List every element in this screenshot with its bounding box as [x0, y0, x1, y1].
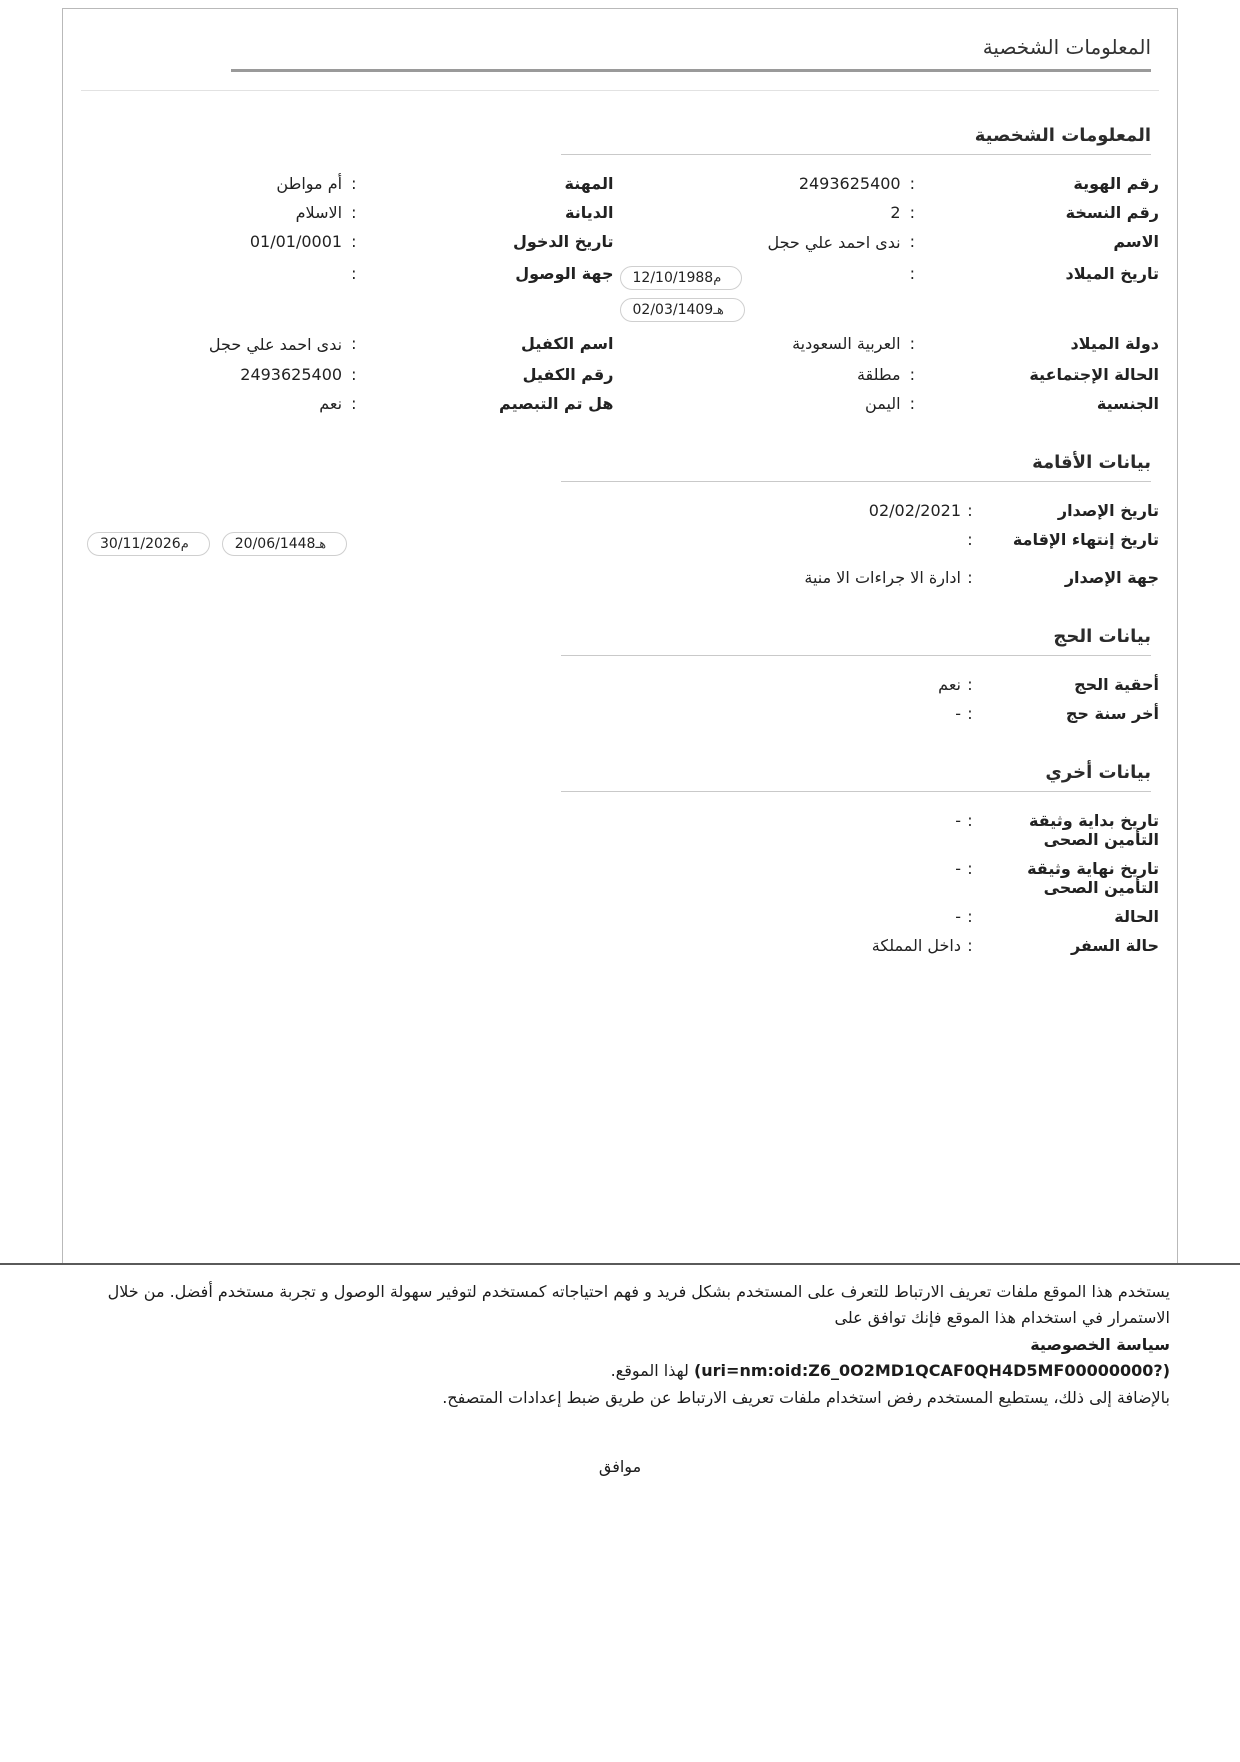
colon: : — [351, 263, 357, 283]
colon: : — [967, 530, 973, 550]
residency-expiry-hijri-pill — [222, 532, 347, 556]
field-label-occupation: المهنة — [564, 174, 614, 193]
field-value-last-hajj-year: - — [955, 704, 961, 724]
cookie-accept-button[interactable] — [0, 1457, 1240, 1476]
cookie-notice-browser-text: بالإضافة إلى ذلك، يستطيع المستخدم رفض استخدام ملفات تعريف الارتباط عن طريق ضبط إعدادات المتصفح. — [442, 1387, 1170, 1407]
personal-info-table — [81, 169, 1159, 418]
field-value-copy-number: 2 — [890, 203, 901, 222]
colon: : — [909, 394, 916, 414]
colon: : — [909, 203, 916, 222]
birth-date-hijri-pill — [620, 298, 745, 322]
birth-date-hijri-value: 02/03/1409 — [632, 301, 714, 318]
section-heading-personal: المعلومات الشخصية — [974, 125, 1151, 146]
field-value-religion: الاسلام — [295, 203, 343, 222]
table-row — [81, 525, 1159, 563]
colon: : — [967, 936, 973, 956]
section-other — [81, 762, 1159, 960]
table-row — [81, 854, 1159, 902]
field-value-fingerprinted: نعم — [319, 394, 343, 414]
title-divider — [231, 69, 1151, 72]
residency-expiry-hijri-value: 20/06/1448 — [234, 536, 316, 553]
section-residency — [81, 452, 1159, 592]
field-label-hajj-eligibility: أحقية الحج — [1074, 675, 1159, 695]
table-row — [81, 496, 1159, 525]
table-row — [81, 699, 1159, 728]
field-value-travel-status: داخل المملكة — [871, 936, 961, 956]
field-value-sponsor-name — [81, 329, 342, 361]
field-value-insurance-end: - — [955, 859, 961, 879]
section-divider-residency — [561, 481, 1151, 482]
field-label-copy-number: رقم النسخة — [1065, 203, 1159, 222]
field-label-religion: الديانة — [565, 203, 614, 222]
field-label-birth-date: تاريخ الميلاد — [1065, 263, 1159, 283]
colon: : — [909, 174, 916, 193]
document-page — [0, 8, 1240, 1762]
field-label-issue-date: تاريخ الإصدار — [1057, 501, 1159, 521]
colon: : — [967, 811, 973, 831]
colon: : — [967, 907, 973, 927]
table-row — [81, 563, 1159, 592]
residency-expiry-gregorian-value: 30/11/2026 — [100, 536, 181, 553]
colon: : — [967, 675, 973, 695]
section-divider-personal — [561, 154, 1151, 155]
field-label-marital-status: الحالة الإجتماعية — [1029, 365, 1159, 385]
section-heading-residency: بيانات الأقامة — [1032, 452, 1151, 474]
header-divider — [81, 90, 1159, 91]
field-label-travel-status: حالة السفر — [1070, 936, 1159, 956]
hajj-table — [81, 670, 1159, 728]
birth-date-gregorian-pill — [620, 266, 743, 290]
field-value-sponsor-number: 2493625400 — [240, 365, 343, 385]
colon: : — [351, 174, 357, 193]
field-label-status: الحالة — [1114, 907, 1159, 927]
colon: : — [967, 859, 973, 879]
table-row — [81, 902, 1159, 931]
field-value-residency-expiry — [81, 525, 961, 563]
birth-date-gregorian-value: 12/10/1988 — [632, 269, 714, 286]
field-value-issuing-authority: ادارة الا جراءات الا منية — [804, 568, 961, 588]
table-row — [81, 806, 1159, 854]
field-label-birth-country: دولة الميلاد — [1070, 333, 1159, 353]
era-label-gregorian: م — [180, 537, 189, 553]
cookie-notice-text: يستخدم هذا الموقع ملفات تعريف الارتباط للتعرف على المستخدم بشكل فريد و فهم احتياجاته كمستخدم لتوفير سهولة الوصول و تجربة مستخدم أفضل. من خلال الاستمرار في استخدام هذا الموقع فإنك توافق على — [107, 1282, 1170, 1328]
field-value-name — [614, 227, 901, 259]
colon: : — [967, 501, 973, 521]
colon: : — [351, 365, 357, 385]
field-label-entry-date: تاريخ الدخول — [512, 232, 614, 251]
section-heading-hajj: بيانات الحج — [1053, 626, 1151, 648]
field-label-issuing-authority: جهة الإصدار — [1064, 568, 1159, 588]
section-divider-hajj — [561, 655, 1151, 656]
field-value-marital-status: مطلقة — [856, 365, 901, 385]
era-label-hijri: هـ — [713, 302, 724, 318]
field-label-id-number: رقم الهوية — [1073, 174, 1159, 193]
table-row — [81, 931, 1159, 960]
name-text: ندى احمد علي حجل — [767, 233, 901, 252]
colon: : — [909, 232, 916, 251]
era-label-gregorian: م — [713, 270, 722, 286]
table-row — [81, 198, 1159, 227]
field-value-insurance-start: - — [955, 811, 961, 831]
table-row — [81, 259, 1159, 329]
cookie-notice — [0, 1265, 1240, 1411]
table-row — [81, 389, 1159, 418]
field-label-nationality: الجنسية — [1096, 394, 1159, 414]
section-personal-info — [81, 125, 1159, 418]
field-label-residency-expiry: تاريخ إنتهاء الإقامة — [1012, 530, 1159, 550]
colon: : — [909, 365, 916, 385]
field-value-entry-date: 01/01/0001 — [249, 232, 343, 251]
residency-table — [81, 496, 1159, 592]
field-value-arrival-entity — [81, 259, 342, 329]
colon: : — [909, 333, 916, 353]
section-heading-other: بيانات أخري — [1045, 762, 1151, 784]
field-label-insurance-end: تاريخ نهاية وثيقة التأمين الصحى — [1027, 859, 1159, 898]
table-row — [81, 360, 1159, 389]
table-row — [81, 227, 1159, 259]
field-label-sponsor-name: اسم الكفيل — [521, 333, 614, 353]
field-label-sponsor-number: رقم الكفيل — [522, 365, 614, 385]
colon: : — [967, 568, 973, 588]
field-label-name: الاسم — [1113, 232, 1159, 251]
section-divider-other — [561, 791, 1151, 792]
privacy-policy-uri[interactable]: (?uri=nm:oid:Z6_0O2MD1QCAF0QH4D5MF00000000) — [693, 1361, 1170, 1381]
cookie-accept-label[interactable]: موافق — [598, 1456, 642, 1476]
colon: : — [909, 263, 916, 283]
field-label-insurance-start: تاريخ بداية وثيقة التأمين الصحى — [1028, 811, 1159, 850]
page-title: المعلومات الشخصية — [982, 35, 1151, 59]
era-label-hijri: هـ — [315, 537, 327, 553]
privacy-policy-link[interactable]: سياسة الخصوصية — [1030, 1334, 1170, 1354]
field-label-last-hajj-year: أخر سنة حج — [1065, 704, 1159, 724]
table-row — [81, 329, 1159, 361]
residency-expiry-gregorian-pill — [87, 532, 210, 556]
field-value-nationality: اليمن — [865, 394, 901, 414]
colon: : — [967, 704, 973, 724]
field-value-hajj-eligibility: نعم — [938, 675, 961, 695]
field-value-occupation: أم مواطن — [276, 174, 343, 193]
field-value-birth-date — [614, 259, 901, 329]
cookie-notice-tail: لهذا الموقع. — [610, 1361, 689, 1381]
section-hajj — [81, 626, 1159, 728]
field-label-arrival-entity: جهة الوصول — [515, 263, 614, 283]
field-value-issue-date: 02/02/2021 — [868, 501, 961, 521]
field-value-status: - — [955, 907, 961, 927]
table-row — [81, 670, 1159, 699]
colon: : — [351, 333, 357, 353]
document-frame — [62, 8, 1178, 1263]
field-label-fingerprinted: هل تم التبصيم — [499, 394, 614, 414]
field-value-id-number: 2493625400 — [798, 174, 901, 193]
sponsor-name-text: ندى احمد علي حجل — [208, 334, 343, 354]
table-row — [81, 169, 1159, 198]
other-table — [81, 806, 1159, 960]
field-value-birth-country: العربية السعودية — [792, 333, 901, 353]
colon: : — [351, 203, 357, 222]
colon: : — [351, 394, 357, 414]
colon: : — [351, 232, 357, 251]
